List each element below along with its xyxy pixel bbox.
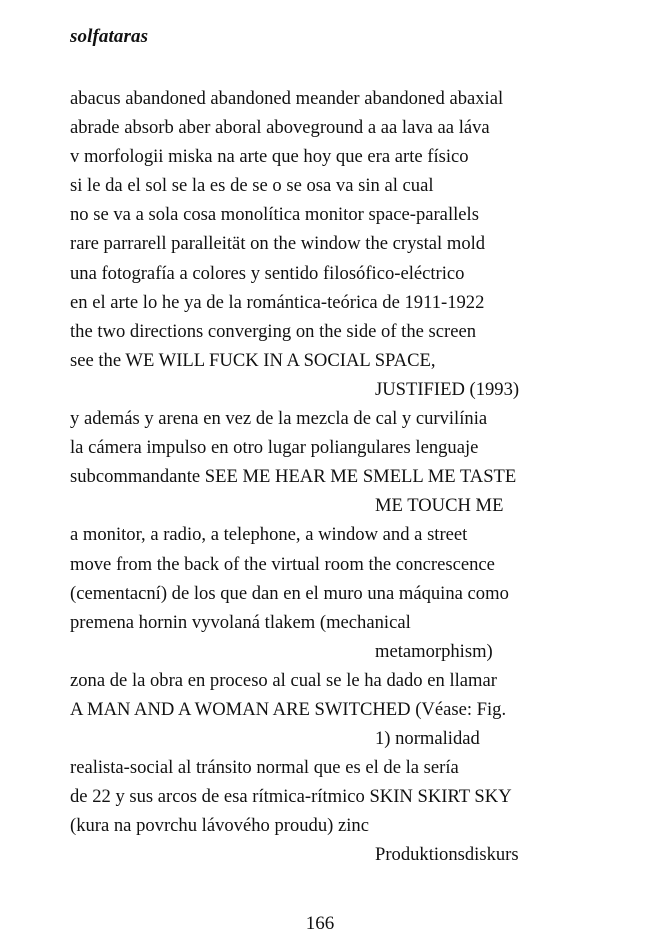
running-head-title: solfataras <box>70 26 149 47</box>
poem-line: abrade absorb aber aboral aboveground a aa lava aa láva <box>70 117 490 139</box>
page-number: 166 <box>305 913 335 934</box>
poem-line-continuation: metamorphism) <box>375 640 493 662</box>
poem-line: abacus abandoned abandoned meander abandoned abaxial <box>70 88 504 109</box>
poem-line: no se va a sola cosa monolítica monitor space-parallels <box>70 204 479 226</box>
poem-line: a monitor, a radio, a telephone, a window and a street <box>70 524 468 546</box>
poem-line: (kura na povrchu lávového proudu) zinc <box>70 815 369 837</box>
poem-line: de 22 y sus arcos de esa rítmica-rítmico SKIN SKIRT SKY <box>70 786 512 808</box>
poem-line: y además y arena en vez de la mezcla de cal y curvilínia <box>70 408 488 430</box>
poem-line: v morfologii miska na arte que hoy que era arte físico <box>70 146 469 168</box>
poem-line: realista-social al tránsito normal que es el de la sería <box>70 757 459 779</box>
poem-line-continuation: Produktionsdiskurs <box>375 844 519 866</box>
poem-line: subcommandante SEE ME HEAR ME SMELL ME TASTE <box>70 466 517 488</box>
poem-line: (cementacní) de los que dan en el muro una máquina como <box>70 582 509 604</box>
poem-line: zona de la obra en proceso al cual se le ha dado en llamar <box>70 669 497 691</box>
poem-line: rare parrarell paralleität on the window the crystal mold <box>70 233 486 255</box>
poem-line: move from the back of the virtual room the concrescence <box>70 553 495 575</box>
poem-line: una fotografía a colores y sentido filosófico-eléctrico <box>70 262 465 284</box>
poem-body <box>70 84 590 870</box>
poem-line: si le da el sol se la es de se o se osa va sin al cual <box>70 175 434 197</box>
poem-line: premena hornin vyvolaná tlakem (mechanical <box>70 611 411 633</box>
poem-line-continuation: JUSTIFIED (1993) <box>375 378 520 400</box>
poem-line: A MAN AND A WOMAN ARE SWITCHED (Véase: Fig. <box>70 698 507 720</box>
poem-line: the two directions converging on the side of the screen <box>70 320 477 342</box>
poem-line-continuation: ME TOUCH ME <box>375 495 504 517</box>
poem-line: la cámera impulso en otro lugar poliangulares lenguaje <box>70 437 479 459</box>
poem-line: en el arte lo he ya de la romántica-teórica de 1911-1922 <box>70 291 485 313</box>
poem-line: see the WE WILL FUCK IN A SOCIAL SPACE, <box>70 349 436 371</box>
poem-line-continuation: 1) normalidad <box>375 728 480 750</box>
